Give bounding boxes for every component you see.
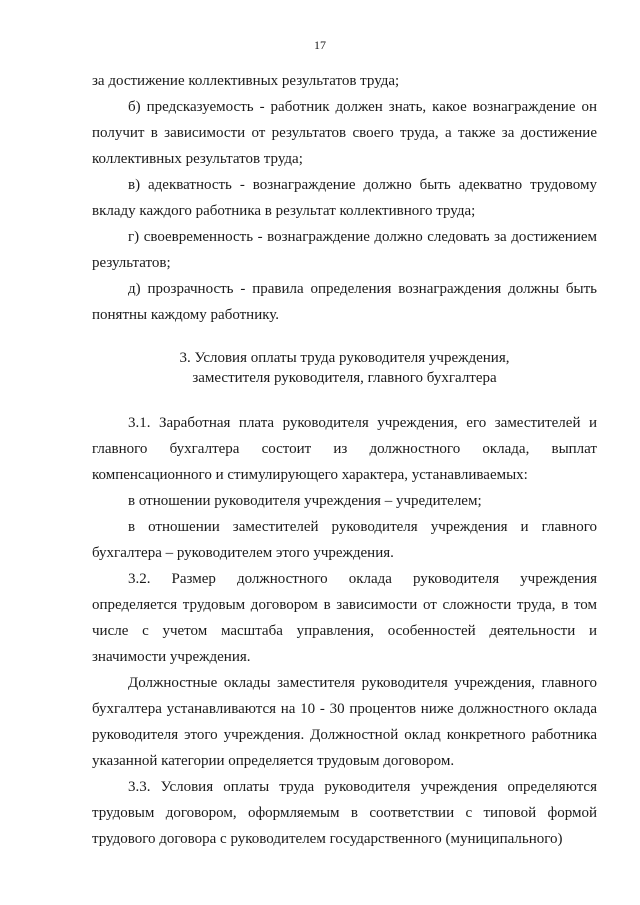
paragraph-predictability: б) предсказуемость - работник должен знать, какое вознаграждение он получит в зависимости от результатов своего труда, а также за достижение коллективных результатов труда; <box>92 99 597 167</box>
paragraph-deputies: в отношении заместителей руководителя учреждения и главного бухгалтера – руководителем этого учреждения. <box>92 519 597 561</box>
section-heading-line-1: 3. Условия оплаты труда руководителя учреждения, <box>179 350 510 366</box>
document-body <box>92 68 597 852</box>
paragraph-transparency: д) прозрачность - правила определения вознаграждения должны быть понятны каждому работнику. <box>92 281 597 323</box>
section-heading <box>92 348 597 388</box>
paragraph-timeliness: г) своевременность - вознаграждение должно следовать за достижением результатов; <box>92 229 597 271</box>
paragraph-deputy-salaries: Должностные оклады заместителя руководителя учреждения, главного бухгалтера устанавливаются на 10 - 30 процентов ниже должностного оклада руководителя этого учреждения. Должностной оклад конкретного работника указанной категории определяется трудовым договором. <box>92 675 597 769</box>
paragraph-founder: в отношении руководителя учреждения – учредителем; <box>128 493 482 509</box>
section-heading-line-2: заместителя руководителя, главного бухгалтера <box>192 370 497 386</box>
paragraph-continuation: за достижение коллективных результатов труда; <box>92 73 400 89</box>
paragraph-3-1: 3.1. Заработная плата руководителя учреждения, его заместителей и главного бухгалтера состоит из должностного оклада, выплат компенсационного и стимулирующего характера, устанавливаемых: <box>92 415 597 483</box>
paragraph-adequacy: в) адекватность - вознаграждение должно быть адекватно трудовому вкладу каждого работника в результат коллективного труда; <box>92 177 597 219</box>
paragraph-3-3: 3.3. Условия оплаты труда руководителя учреждения определяются трудовым договором, оформляемым в соответствии с типовой формой трудового договора с руководителем государственного (муниципального) <box>92 779 597 847</box>
page-number: 17 <box>314 38 326 52</box>
paragraph-3-2: 3.2. Размер должностного оклада руководителя учреждения определяется трудовым договором в зависимости от сложности труда, в том числе с учетом масштаба управления, особенностей деятельности и значимости учреждения. <box>92 571 597 665</box>
